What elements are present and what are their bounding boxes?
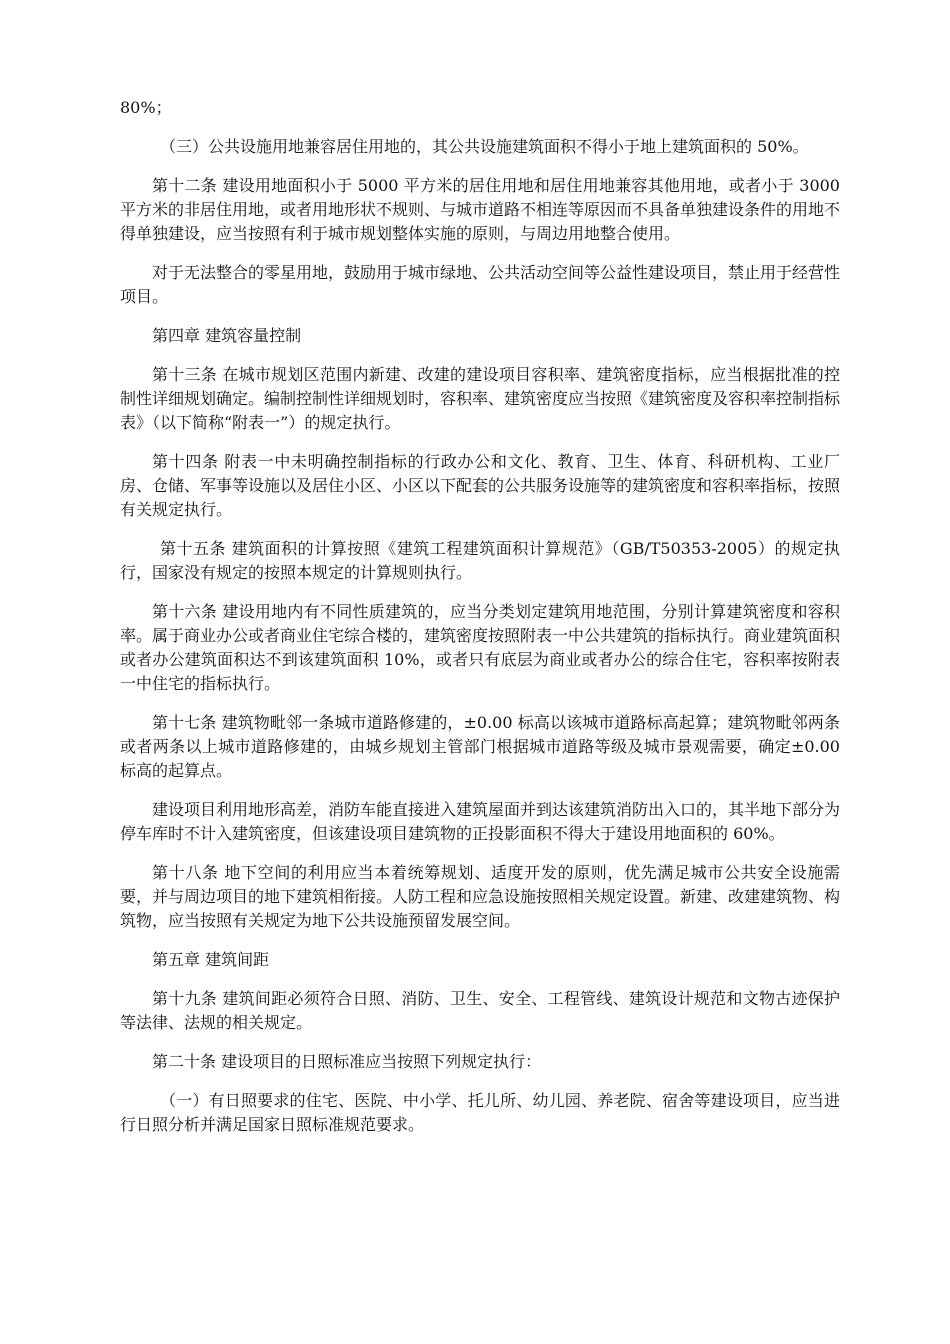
paragraph-article-15: 第十五条 建筑面积的计算按照《建筑工程建筑面积计算规范》（GB/T50353-2005）的规定执行，国家没有规定的按照本规定的计算规则执行。	[120, 539, 840, 582]
paragraph-item-three: （三）公共设施用地兼容居住用地的，其公共设施建筑面积不得小于地上建筑面积的 50%。	[160, 137, 809, 156]
paragraph-article-20: 第二十条 建设项目的日照标准应当按照下列规定执行：	[152, 1052, 542, 1071]
paragraph-article-20-item-one: （一）有日照要求的住宅、医院、中小学、托儿所、幼儿园、养老院、宿舍等建设项目，应当进行日照分析并满足国家日照标准规范要求。	[120, 1091, 840, 1134]
paragraph-article-18: 第十八条 地下空间的利用应当本着统筹规划、适度开发的原则，优先满足城市公共安全设施需要，并与周边项目的地下建筑相衔接。人防工程和应急设施按照相关规定设置。新建、改建建筑物、构筑物，应当按照有关规定为地下公共设施预留发展空间。	[120, 863, 841, 930]
paragraph-article-17: 第十七条 建筑物毗邻一条城市道路修建的，±0.00 标高以该城市道路标高起算；建筑物毗邻两条或者两条以上城市道路修建的，由城乡规划主管部门根据城市道路等级及城市景观需要，确定±0.00 标高的起算点。	[120, 713, 840, 780]
paragraph-article-12: 第十二条 建设用地面积小于 5000 平方米的居住用地和居住用地兼容其他用地，或者小于 3000 平方米的非居住用地，或者用地形状不规则、与城市道路不相连等原因而不具备单独建设条件的用地不得单独建设，应当按照有利于城市规划整体实施的原则，与周边用地整合使用。	[120, 176, 841, 243]
paragraph-article-13: 第十三条 在城市规划区范围内新建、改建的建设项目容积率、建筑密度指标，应当根据批准的控制性详细规划确定。编制控制性详细规划时，容积率、建筑密度应当按照《建筑密度及容积率控制指标表》（以下简称“附表一”）的规定执行。	[120, 365, 841, 432]
paragraph-article-16: 第十六条 建设用地内有不同性质建筑的，应当分类划定建筑用地范围，分别计算建筑密度和容积率。属于商业办公或者商业住宅综合楼的，建筑密度按照附表一中公共建筑的指标执行。商业建筑面积或者办公建筑面积达不到该建筑面积 10%，或者只有底层为商业或者办公的综合住宅，容积率按附表一中住宅的指标执行。	[120, 602, 841, 693]
paragraph-article-17-supplement: 建设项目利用地形高差，消防车能直接进入建筑屋面并到达该建筑消防出入口的，其半地下部分为停车库时不计入建筑密度，但该建设项目建筑物的正投影面积不得大于建设用地面积的 60%。	[120, 800, 841, 843]
chapter-heading-4: 第四章 建筑容量控制	[152, 326, 302, 345]
paragraph-article-19: 第十九条 建筑间距必须符合日照、消防、卫生、安全、工程管线、建筑设计规范和文物古迹保护等法律、法规的相关规定。	[120, 989, 840, 1032]
document-page	[120, 96, 840, 1152]
paragraph-article-14: 第十四条 附表一中未明确控制指标的行政办公和文化、教育、卫生、体育、科研机构、工业厂房、仓储、军事等设施以及居住小区、小区以下配套的公共服务设施等的建筑密度和容积率指标，按照有关规定执行。	[120, 452, 841, 519]
paragraph-continuation: 80%；	[120, 98, 172, 117]
paragraph-article-12-supplement: 对于无法整合的零星用地，鼓励用于城市绿地、公共活动空间等公益性建设项目，禁止用于经营性项目。	[120, 263, 841, 306]
chapter-heading-5: 第五章 建筑间距	[152, 950, 270, 969]
